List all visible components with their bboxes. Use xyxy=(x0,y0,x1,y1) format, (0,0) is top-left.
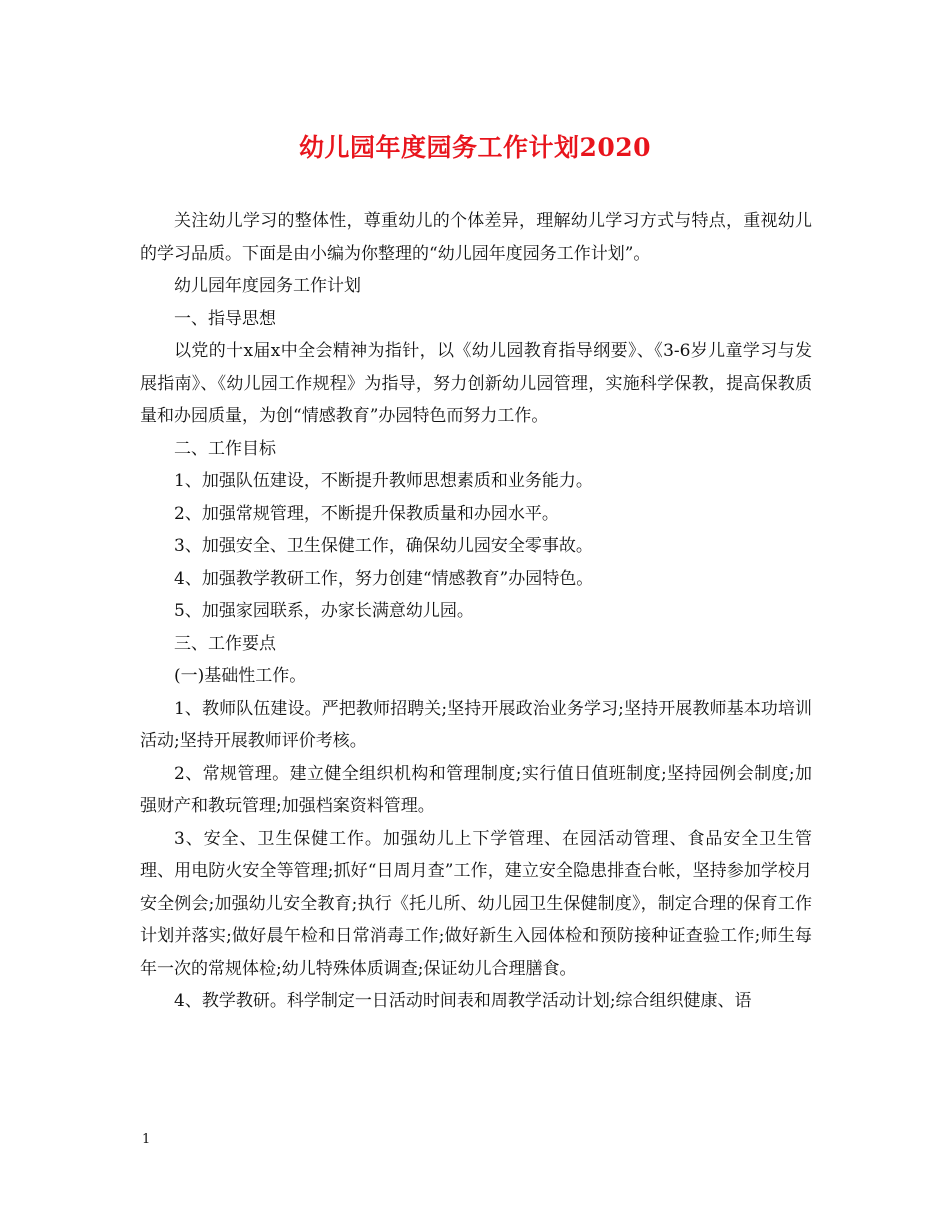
key-point-item-3: 3、安全、卫生保健工作。加强幼儿上下学管理、在园活动管理、食品安全卫生管理、用电防火安全等管理;抓好“日周月查”工作，建立安全隐患排查台帐，坚持参加学校月安全例会;加强幼儿安全教育;执行《托儿所、幼儿园卫生保健制度》，制定合理的保育工作计划并落实;做好晨午检和日常消毒工作;做好新生入园体检和预防接种证查验工作;师生每年一次的常规体检;幼儿特殊体质调查;保证幼儿合理膳食。 xyxy=(140,828,812,979)
document-title: 幼儿园年度园务工作计划2020 xyxy=(298,133,652,162)
key-point-item-4: 4、教学教研。科学制定一日活动时间表和周教学活动计划;综合组织健康、语 xyxy=(174,991,752,1011)
page-number: 1 xyxy=(142,1132,151,1147)
goal-item-5: 5、加强家园联系，办家长满意幼儿园。 xyxy=(174,601,474,621)
key-point-item-2: 2、常规管理。建立健全组织机构和管理制度;实行值日值班制度;坚持园例会制度;加强财产和教玩管理;加强档案资料管理。 xyxy=(140,763,812,816)
goal-item-1: 1、加强队伍建设，不断提升教师思想素质和业务能力。 xyxy=(174,471,593,491)
goal-item-3: 3、加强安全、卫生保健工作，确保幼儿园安全零事故。 xyxy=(174,536,593,556)
section-heading-work-goals: 二、工作目标 xyxy=(174,438,276,459)
goal-item-4: 4、加强教学教研工作，努力创建“情感教育”办园特色。 xyxy=(174,568,594,589)
document-body xyxy=(140,205,812,1018)
section-heading-guiding-thought: 一、指导思想 xyxy=(174,308,276,329)
key-point-item-1: 1、教师队伍建设。严把教师招聘关;坚持开展政治业务学习;坚持开展教师基本功培训活动;坚持开展教师评价考核。 xyxy=(140,698,812,751)
goal-item-2: 2、加强常规管理，不断提升保教质量和办园水平。 xyxy=(174,503,559,524)
guiding-thought-paragraph: 以党的十x届x中全会精神为指针，以《幼儿园教育指导纲要》、《3-6岁儿童学习与发展指南》、《幼儿园工作规程》为指导，努力创新幼儿园管理，实施科学保教，提高保教质量和办园质量，为创“情感教育”办园特色而努力工作。 xyxy=(140,341,812,426)
subtitle-paragraph: 幼儿园年度园务工作计划 xyxy=(174,276,361,296)
subsection-heading-basic-work: (一)基础性工作。 xyxy=(174,666,307,686)
intro-paragraph: 关注幼儿学习的整体性，尊重幼儿的个体差异，理解幼儿学习方式与特点，重视幼儿的学习品质。下面是由小编为你整理的“幼儿园年度园务工作计划”。 xyxy=(140,211,812,264)
section-heading-key-points: 三、工作要点 xyxy=(174,633,276,654)
